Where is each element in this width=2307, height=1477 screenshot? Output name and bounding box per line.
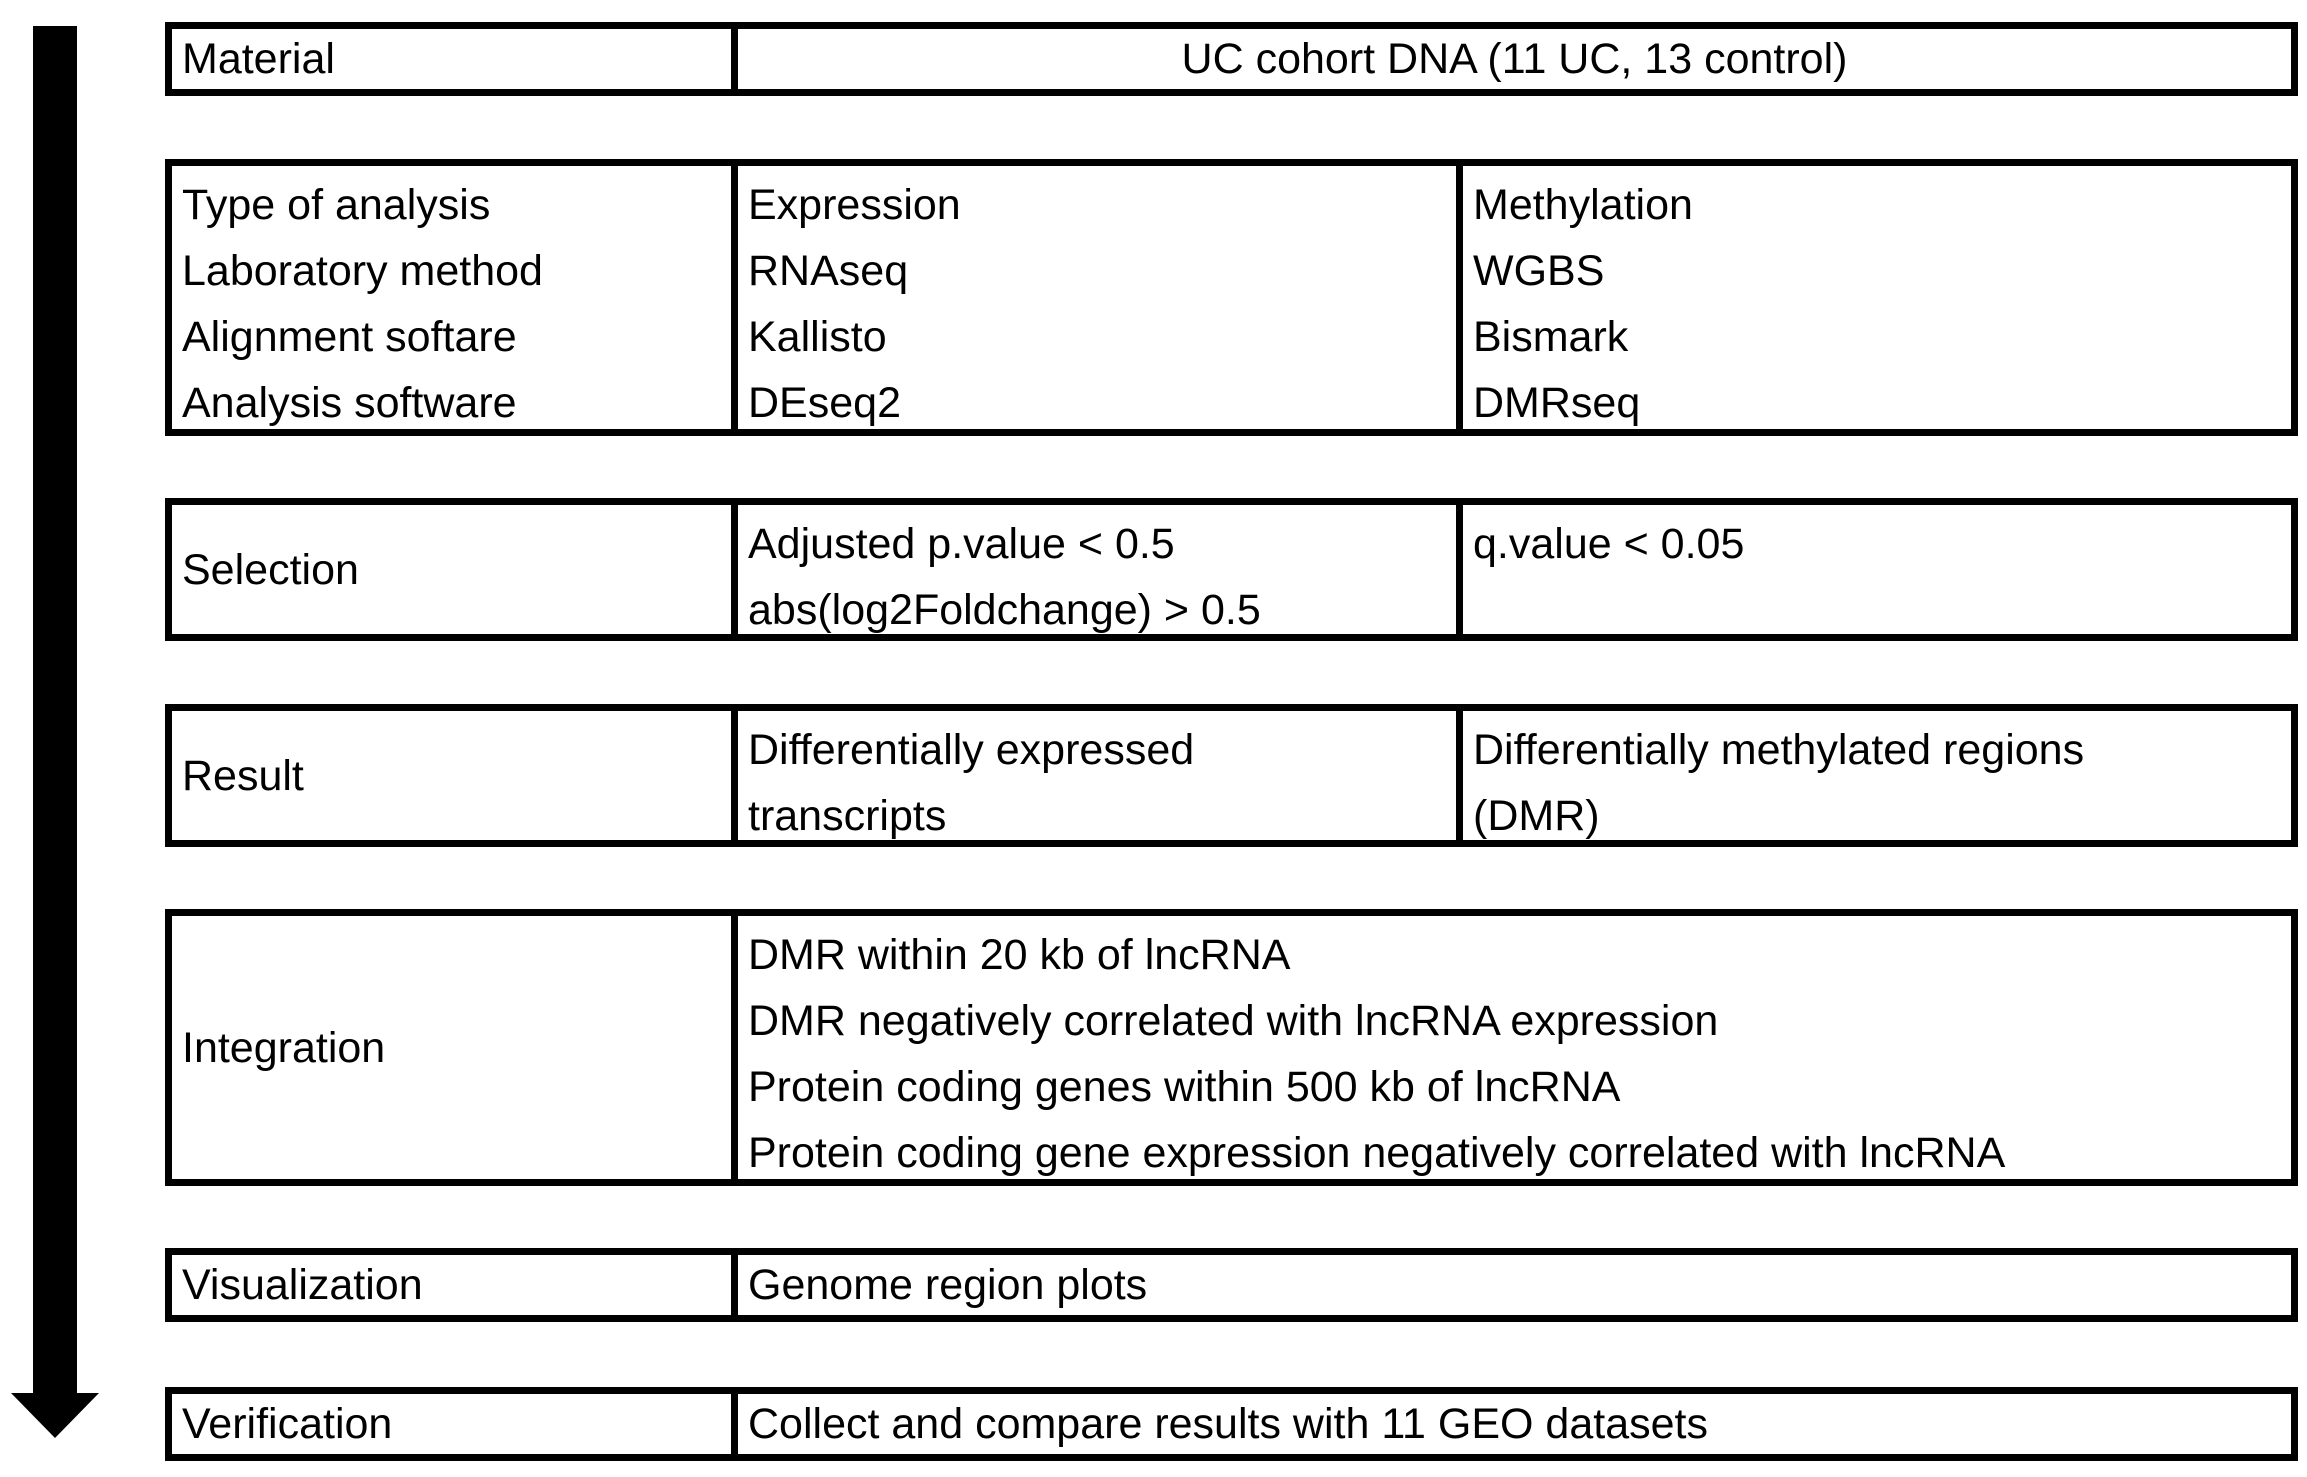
- methylation-analysis: DMRseq: [1473, 379, 1641, 427]
- methylation-alignment: Bismark: [1473, 313, 1629, 361]
- verification-box: [165, 1387, 2298, 1461]
- methylation-column: [1456, 166, 2291, 429]
- analysis-labels-column: [172, 166, 731, 429]
- analysis-type-label: Type of analysis: [182, 181, 491, 229]
- selection-expression: [731, 505, 1456, 634]
- integration-box: [165, 909, 2298, 1186]
- alignment-software-label: Alignment softare: [182, 313, 517, 361]
- integration-item: Protein coding gene expression negatively correlated with lncRNA: [748, 1129, 2006, 1177]
- analysis-software-label: Analysis software: [182, 379, 517, 427]
- visualization-value: Genome region plots: [731, 1255, 2291, 1315]
- result-label: Result: [182, 751, 304, 800]
- laboratory-method-label: Laboratory method: [182, 247, 543, 295]
- result-methylation-line: Differentially methylated regions: [1473, 726, 2085, 774]
- expression-analysis: DEseq2: [748, 379, 901, 427]
- methylation-method: WGBS: [1473, 247, 1605, 295]
- result-expression: [731, 711, 1456, 840]
- integration-items: [731, 916, 2291, 1179]
- integration-item: DMR negatively correlated with lncRNA expression: [748, 997, 1719, 1045]
- expression-column: [731, 166, 1456, 429]
- flow-arrow-head-icon: [11, 1393, 99, 1438]
- result-expression-line: Differentially expressed: [748, 726, 1195, 774]
- selection-methylation: [1456, 505, 2291, 634]
- material-label: Material: [182, 35, 335, 83]
- methylation-type: Methylation: [1473, 181, 1693, 229]
- integration-item: DMR within 20 kb of lncRNA: [748, 931, 1291, 979]
- selection-expression-criterion: abs(log2Foldchange) > 0.5: [748, 586, 1261, 634]
- verification-label: Verification: [182, 1400, 393, 1448]
- visualization-box: [165, 1248, 2298, 1322]
- integration-label: Integration: [182, 1023, 386, 1072]
- flow-arrow-shaft: [33, 26, 77, 1397]
- expression-alignment: Kallisto: [748, 313, 887, 361]
- selection-box: [165, 498, 2298, 641]
- material-value: [731, 29, 2291, 89]
- expression-type: Expression: [748, 181, 961, 229]
- analysis-box: [165, 159, 2298, 436]
- result-methylation: [1456, 711, 2291, 840]
- selection-expression-criterion: Adjusted p.value < 0.5: [748, 520, 1175, 568]
- result-expression-line: transcripts: [748, 792, 947, 840]
- selection-methylation-criterion: q.value < 0.05: [1473, 520, 1745, 568]
- integration-item: Protein coding genes within 500 kb of lncRNA: [748, 1063, 1621, 1111]
- expression-method: RNAseq: [748, 247, 909, 295]
- verification-value: Collect and compare results with 11 GEO datasets: [731, 1394, 2291, 1454]
- selection-label: Selection: [182, 545, 359, 594]
- result-methylation-line: (DMR): [1473, 792, 1600, 840]
- material-box: [165, 22, 2298, 96]
- result-box: [165, 704, 2298, 847]
- material-value-text: UC cohort DNA (11 UC, 13 control): [1181, 35, 1848, 83]
- visualization-label: Visualization: [182, 1261, 423, 1309]
